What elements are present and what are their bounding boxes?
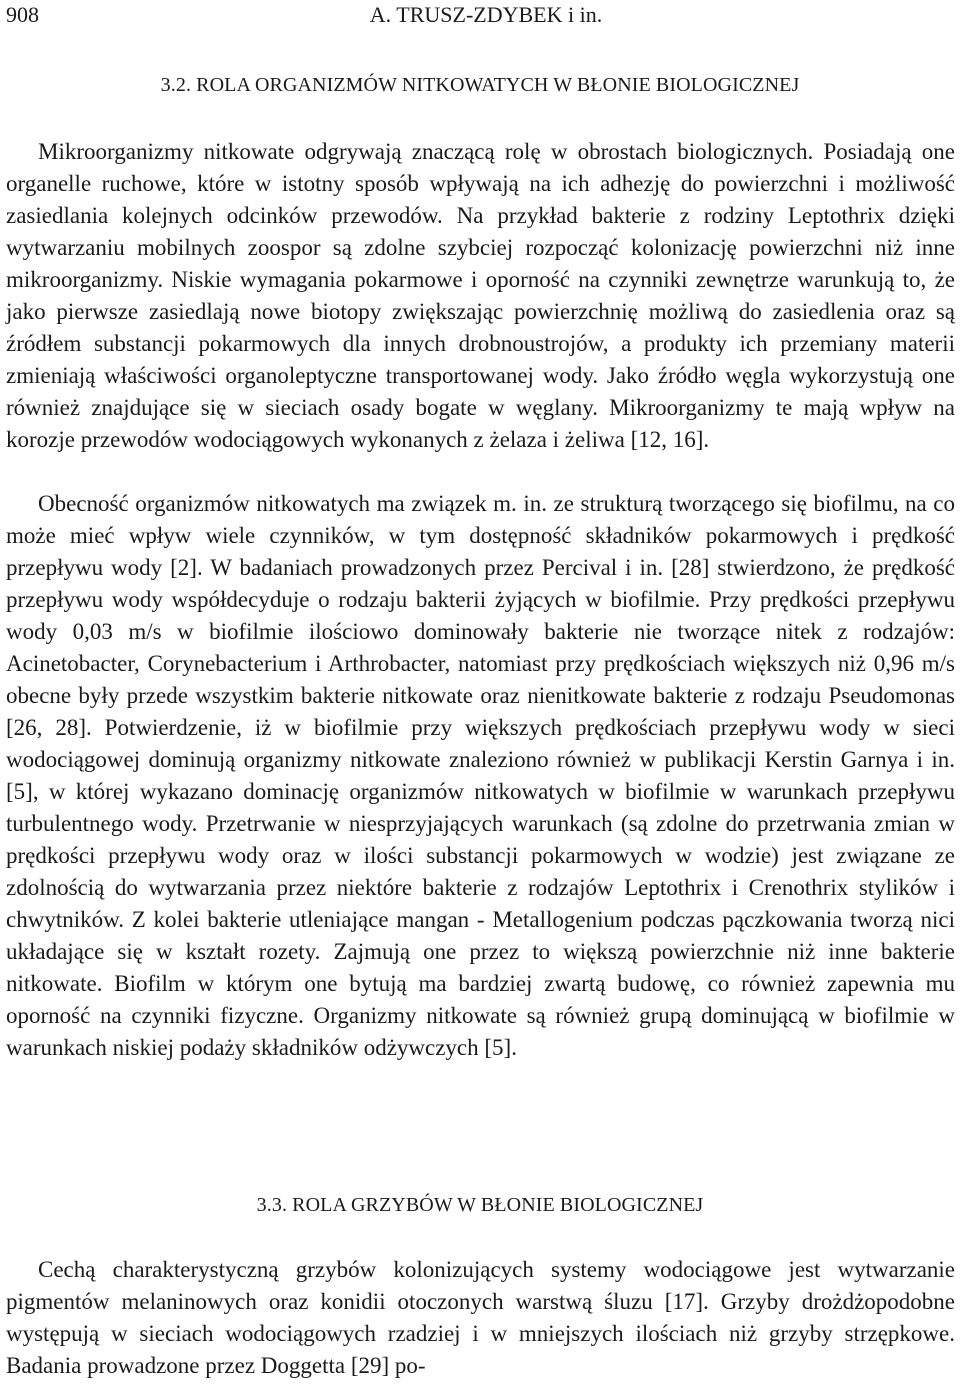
page-number: 908 xyxy=(6,2,39,27)
running-header xyxy=(6,0,946,30)
paragraph: Obecność organizmów nitkowatych ma związek m. in. ze strukturą tworzącego się biofilmu, na co może mieć wpływ wiele czynników, w tym dostępność składników pokarmowych i prędkość przepływu wody [2]. W badaniach prowadzonych przez Percival i in. [28] stwierdzono, że prędkość przepływu wody współdecyduje o rodzaju bakterii żyjących w biofilmie. Przy prędkości przepływu wody 0,03 m/s w biofilmie ilościowo dominowały bakterie nie tworzące nitek z rodzajów: Acinetobacter, Corynebacterium i Arthrobacter, natomiast przy prędkościach większych niż 0,96 m/s obecne były przede wszystkim bakterie nitkowate oraz nienitkowate bakterie z rodzaju Pseudomonas [26, 28]. Potwierdzenie, iż w biofilmie przy większych prędkościach przepływu wody w sieci wodociągowej dominują organizmy nitkowate znaleziono również w publikacji Kerstin Garnya i in. [5], w której wykazano dominację organizmów nitkowatych w biofilmie w warunkach przepływu turbulentnego wody. Przetrwanie w niesprzyjających warunkach (są zdolne do przetrwania zmian w prędkości przepływu wody oraz w ilości substancji pokarmowych w wodzie) jest związane ze zdolnością do wytwarzania przez niektóre bakterie z rodzajów Leptothrix i Crenothrix stylików i chwytników. Z kolei bakterie utleniające mangan - Metallogenium podczas pączkowania tworzą nici układające się w kształt rozety. Zajmują one przez to większą powierzchnie niż inne bakterie nitkowate. Biofilm w którym one bytują ma bardziej zwartą budowę, co również zapewnia mu oporność na czynniki fizyczne. Organizmy nitkowate są również grupą dominującą w biofilmie w warunkach niskiej podaży składników odżywczych [5]. xyxy=(6,491,955,1060)
paragraph: Mikroorganizmy nitkowate odgrywają znaczącą rolę w obrostach biologicznych. Posiadają one organelle ruchowe, które w istotny sposób wpływają na ich adhezję do powierzchni i możliwość zasiedlania kolejnych odcinków przewodów. Na przykład bakterie z rodziny Leptothrix dzięki wytwarzaniu mobilnych zoospor są zdolne szybciej rozpocząć kolonizację powierzchni niż inne mikroorganizmy. Niskie wymagania pokarmowe i oporność na czynniki zewnętrze warunkują to, że jako pierwsze zasiedlają nowe biotopy zwiększając powierzchnię możliwą do zasiedlenia oraz są źródłem substancji pokarmowych dla innych drobnoustrojów, a produkty ich przemiany materii zmieniają właściwości organoleptyczne transportowanej wody. Jako źródło węgla wykorzystują one również znajdujące się w sieciach osady bogate w węglany. Mikroorganizmy te mają wpływ na korozje przewodów wodociągowych wykonanych z żelaza i żeliwa [12, 16]. xyxy=(6,139,955,452)
running-title: A. TRUSZ-ZDYBEK i in. xyxy=(369,2,603,27)
paragraph: Cechą charakterystyczną grzybów kolonizujących systemy wodociągowe jest wytwarzanie pigmentów melaninowych oraz konidii otoczonych warstwą śluzu [17]. Grzyby drożdżopodobne występują w sieciach wodociągowych rzadziej i w mniejszych ilościach niż grzyby strzępkowe. Badania prowadzone przez Doggetta [29] po- xyxy=(6,1257,955,1378)
section-heading-3-2: 3.2. ROLA ORGANIZMÓW NITKOWATYCH W BŁONIE BIOLOGICZNEJ xyxy=(160,74,800,96)
section-heading-3-3: 3.3. ROLA GRZYBÓW W BŁONIE BIOLOGICZNEJ xyxy=(256,1194,704,1216)
